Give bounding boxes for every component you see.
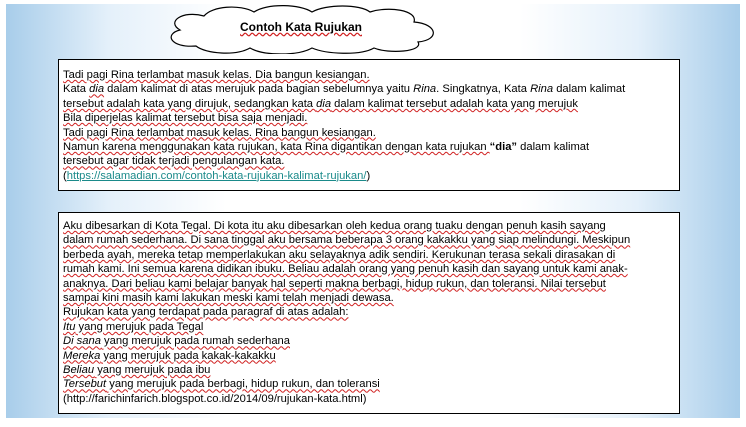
reference-description: yang merujuk pada ibu — [94, 364, 211, 377]
bold-word: “dia” — [489, 141, 518, 154]
paragraph-line: rumah kami. Ini semua karena didikan ibuku. Beliau adalah orang yang penuh kasih dan sayang untuk kami anak- — [63, 263, 628, 276]
paragraph-line: berbeda ayah, mereka tetap memperlakukan aku selayaknya adik sendiri. Kerukunan terasa sekali dirasakan di — [63, 248, 616, 261]
text-span: dalam kalimat — [517, 141, 590, 154]
text-span: dalam kalimat — [553, 83, 626, 96]
text-span: tersebut agar tidak terjadi pengulangan kata. — [63, 155, 285, 168]
list-item — [63, 334, 675, 348]
example-box-2 — [58, 212, 680, 414]
text-span: ) — [366, 169, 371, 182]
paragraph-line: dalam rumah sederhana. Di sana tinggal aku bersama beberapa 3 orang kakakku yang siap melindungi. Meskipun — [63, 234, 631, 247]
text-line — [63, 154, 675, 168]
paragraph-line: sampai kini masih kami lakukan meski kami telah menjadi dewasa. — [63, 292, 394, 305]
reference-description: yang merujuk pada Tegal — [75, 320, 204, 333]
example-box-1 — [58, 59, 680, 191]
list-item — [63, 320, 675, 334]
reference-description: yang merujuk pada kakak-kakakku — [100, 349, 276, 362]
list-item — [63, 363, 675, 377]
reference-word: Di sana — [63, 335, 101, 348]
reference-description: yang merujuk pada berbagi, hidup rukun, dan toleransi — [106, 378, 380, 391]
paragraph-line: Aku dibesarkan di Kota Tegal. Di kota itu aku dibesarkan oleh kedua orang tuaku dengan penuh kasih sayang — [63, 220, 606, 232]
text-span: Tadi pagi Rina terlambat masuk kelas. Rina bangun kesiangan. — [63, 126, 376, 139]
reference-word: Tersebut — [63, 378, 107, 391]
text-line — [63, 82, 675, 96]
italic-word: dia — [316, 97, 332, 110]
text-span: dalam kalimat di atas merujuk pada bagian sebelumnya yaitu — [104, 83, 414, 96]
reference-word: Beliau — [63, 364, 95, 377]
text-line — [63, 140, 675, 154]
italic-word: Rina — [413, 83, 437, 96]
reference-word: Itu — [63, 320, 76, 333]
paragraph-line: anaknya. Dari beliau kami belajar banyak hal seperti makna berbagi, hidup rukun, dan toleransi. Nilai tersebut — [63, 277, 606, 290]
italic-word: Rina — [530, 83, 554, 96]
text-span: Namun karena menggunakan kata rujukan, kata Rina digantikan dengan kata rujukan — [63, 141, 490, 154]
text-line — [63, 169, 675, 183]
slide-background — [6, 4, 740, 418]
source-citation: (http://farichinfarich.blogspot.co.id/2014/09/rujukan-kata.html) — [63, 392, 367, 405]
text-span: tersebut adalah kata yang dirujuk, sedangkan kata — [63, 97, 317, 110]
reference-description: yang merujuk pada rumah sederhana — [100, 335, 290, 348]
text-line — [63, 68, 675, 82]
text-span: ( — [63, 169, 67, 182]
list-item — [63, 377, 675, 391]
page-title: Contoh Kata Rujukan — [240, 20, 362, 34]
text-span: dalam kalimat tersebut adalah kata yang merujuk — [331, 97, 578, 110]
text-span: Kata — [63, 83, 90, 96]
source-link[interactable]: https://salamadian.com/contoh-kata-rujukan-kalimat-rujukan/ — [66, 169, 367, 182]
paragraph-line: Rujukan kata yang terdapat pada paragraf di atas adalah: — [63, 306, 349, 319]
reference-word: Mereka — [63, 349, 101, 362]
text-line — [63, 126, 675, 140]
title-cloud-shape — [156, 4, 446, 54]
text-span: Bila diperjelas kalimat tersebut bisa saja menjadi. — [63, 112, 308, 125]
italic-word: dia — [89, 83, 105, 96]
text-span: Tadi pagi Rina terlambat masuk kelas. Dia bangun kesiangan. — [63, 69, 370, 81]
text-span: . Singkatnya, Kata — [436, 83, 531, 96]
text-line — [63, 111, 675, 125]
list-item — [63, 349, 675, 363]
text-line — [63, 97, 675, 111]
